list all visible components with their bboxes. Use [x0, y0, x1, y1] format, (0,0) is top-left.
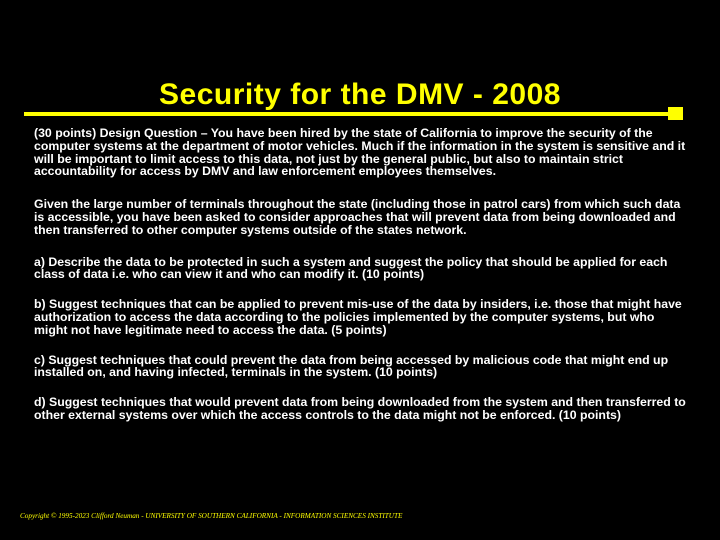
slide-title: Security for the DMV - 2008	[159, 78, 561, 111]
question-a: a) Describe the data to be protected in such a system and suggest the policy that should be applied for each class of data i.e. who can view it and who can modify it. (10 points)	[34, 254, 668, 282]
paragraph-context: Given the large number of terminals throughout the state (including those in patrol cars) from which such data is accessible, you have been asked to consider approaches that will prevent data from being downloaded and then transferred to other computer systems outside of the states network.	[34, 197, 681, 237]
slide-body	[34, 127, 690, 439]
title-rule-end-block	[668, 107, 683, 120]
copyright-footer: Copyright © 1995-2023 Clifford Neuman - UNIVERSITY OF SOUTHERN CALIFORNIA - INFORMATION SCIENCES INSTITUTE	[20, 512, 403, 520]
question-b: b) Suggest techniques that can be applied to prevent mis-use of the data by insiders, i.e. those that might have authorization to access the data according to the policies implemented by the computer systems, but who might not have legitimate need to access the data. (5 points)	[34, 297, 682, 337]
paragraph-intro: (30 points) Design Question – You have been hired by the state of California to improve the security of the computer systems at the department of motor vehicles. Much if the information in the system is sensitive and it will be important to limit access to this data, not just by the general public, but also to maintain strict accountability for access by DMV and law enforcement employees themselves.	[34, 126, 686, 179]
question-c: c) Suggest techniques that could prevent the data from being accessed by malicious code that might end up installed on, and having infected, terminals in the system. (10 points)	[34, 352, 669, 380]
title-underline-rule	[24, 112, 668, 116]
question-d: d) Suggest techniques that would prevent data from being downloaded from the system and then transferred to other external systems over which the access controls to the data might not be enforced. (10 points)	[34, 395, 686, 422]
